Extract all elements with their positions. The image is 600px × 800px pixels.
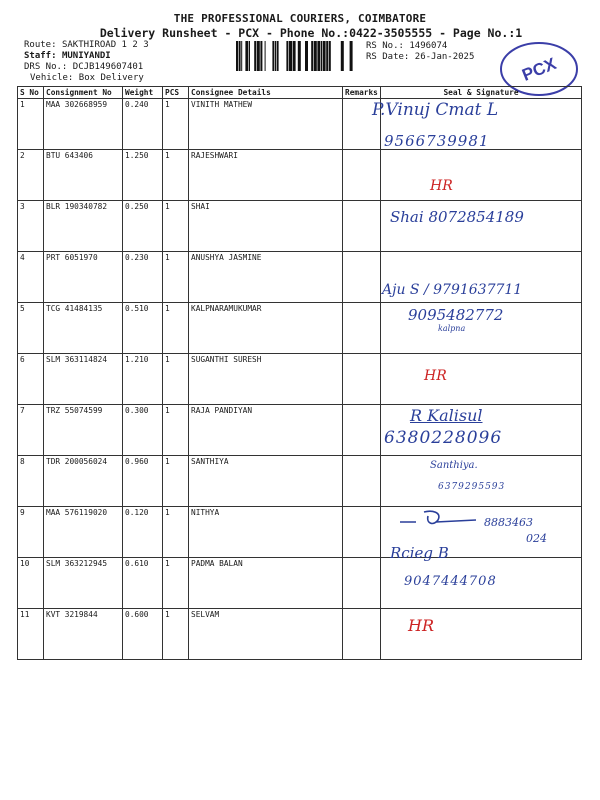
- signature-row-5-a: Aju S / 9791637711: [382, 282, 523, 298]
- cell-signature: [381, 201, 582, 252]
- rs-no-value: 1496074: [409, 41, 448, 51]
- signature-row-8-b: 6379295593: [438, 482, 506, 492]
- table-row: [18, 354, 582, 405]
- cell-consignee: RAJESHWARI: [189, 150, 343, 201]
- cell-pcs: 1: [163, 456, 189, 507]
- route-label: Route:: [24, 40, 57, 50]
- staff-value: MUNIYANDI: [61, 51, 111, 61]
- cell-remarks: [343, 354, 381, 405]
- stamp-text: PCX: [519, 54, 559, 85]
- cell-remarks: [343, 405, 381, 456]
- cell-consignment: SLM 363212945: [44, 558, 123, 609]
- signature-row-10-b: 9047444708: [404, 574, 497, 589]
- cell-consignment: BLR 190340782: [44, 201, 123, 252]
- signature-row-5-b: 9095482772: [408, 306, 504, 324]
- cell-sno: 8: [18, 456, 44, 507]
- cell-weight: 0.250: [123, 201, 163, 252]
- table-row: [18, 507, 582, 558]
- rs-no-line: [366, 41, 447, 51]
- cell-weight: 1.210: [123, 354, 163, 405]
- cell-remarks: [343, 150, 381, 201]
- cell-weight: 0.510: [123, 303, 163, 354]
- signature-row-1-name: P.Vinuj Cmat L: [372, 100, 499, 120]
- cell-remarks: [343, 456, 381, 507]
- signature-row-7-a: R Kalisul: [410, 406, 483, 425]
- cell-consignee: SELVAM: [189, 609, 343, 660]
- cell-remarks: [343, 609, 381, 660]
- runsheet-table: [17, 86, 582, 660]
- signature-row-10-a: Rcieg B: [390, 544, 449, 562]
- cell-weight: 0.960: [123, 456, 163, 507]
- table-row: [18, 609, 582, 660]
- cell-remarks: [343, 201, 381, 252]
- cell-signature: [381, 99, 582, 150]
- rs-date-label: RS Date:: [366, 52, 410, 62]
- cell-consignee: SANTHIYA: [189, 456, 343, 507]
- signature-row-6: HR: [424, 368, 447, 384]
- signature-row-1-phone: 9566739981: [384, 132, 490, 150]
- cell-consignee: ANUSHYA JASMINE: [189, 252, 343, 303]
- table-row: [18, 150, 582, 201]
- cell-consignment: SLM 363114824: [44, 354, 123, 405]
- cell-pcs: 1: [163, 405, 189, 456]
- cell-signature: [381, 507, 582, 558]
- cell-sno: 7: [18, 405, 44, 456]
- rs-date-line: [366, 52, 474, 62]
- table-header-row: [18, 87, 582, 99]
- drs-line: [24, 62, 143, 72]
- cell-weight: 0.610: [123, 558, 163, 609]
- cell-sno: 3: [18, 201, 44, 252]
- cell-signature: [381, 405, 582, 456]
- cell-signature: [381, 303, 582, 354]
- cell-consignment: BTU 643406: [44, 150, 123, 201]
- signature-row-11: HR: [408, 616, 434, 635]
- cell-consignee: KALPNARAMUKUMAR: [189, 303, 343, 354]
- drs-value: DCJB149607401: [72, 62, 144, 72]
- cell-weight: 0.120: [123, 507, 163, 558]
- col-pcs: PCS: [163, 87, 189, 99]
- cell-signature: [381, 354, 582, 405]
- cell-pcs: 1: [163, 558, 189, 609]
- barcode: [236, 41, 358, 71]
- col-weight: Weight: [123, 87, 163, 99]
- cell-signature: [381, 150, 582, 201]
- signature-row-9-a: 8883463: [484, 516, 533, 529]
- cell-consignment: TRZ 55074599: [44, 405, 123, 456]
- route-line: [24, 40, 149, 50]
- cell-signature: [381, 456, 582, 507]
- cell-pcs: 1: [163, 507, 189, 558]
- cell-pcs: 1: [163, 303, 189, 354]
- cell-consignment: MAA 302668959: [44, 99, 123, 150]
- cell-weight: 0.230: [123, 252, 163, 303]
- staff-label: Staff:: [24, 51, 57, 61]
- cell-sno: 5: [18, 303, 44, 354]
- cell-consignment: MAA 576119020: [44, 507, 123, 558]
- company-title: THE PROFESSIONAL COURIERS, COIMBATORE: [173, 12, 427, 25]
- cell-consignee: RAJA PANDIYAN: [189, 405, 343, 456]
- cell-sno: 2: [18, 150, 44, 201]
- cell-consignment: KVT 3219844: [44, 609, 123, 660]
- cell-sno: 11: [18, 609, 44, 660]
- cell-sno: 6: [18, 354, 44, 405]
- cell-pcs: 1: [163, 609, 189, 660]
- cell-pcs: 1: [163, 99, 189, 150]
- col-sno: S No: [18, 87, 44, 99]
- cell-consignee: NITHYA: [189, 507, 343, 558]
- cell-sno: 9: [18, 507, 44, 558]
- signature-row-2: HR: [430, 178, 453, 194]
- signature-row-8-a: Santhiya.: [430, 460, 478, 471]
- signature-row-7-b: 6380228096: [384, 428, 503, 448]
- vehicle-value: Box Delivery: [78, 73, 144, 83]
- table-row: [18, 99, 582, 150]
- table-row: [18, 456, 582, 507]
- runsheet-title: Delivery Runsheet - PCX - Phone No.:0422-3505555 - Page No.:1: [99, 26, 523, 40]
- cell-remarks: [343, 507, 381, 558]
- cell-consignee: SUGANTHI SURESH: [189, 354, 343, 405]
- cell-signature: [381, 558, 582, 609]
- cell-sno: 1: [18, 99, 44, 150]
- cell-weight: 0.300: [123, 405, 163, 456]
- cell-remarks: [343, 303, 381, 354]
- route-value: SAKTHIROAD 1 2 3: [61, 40, 149, 50]
- cell-consignment: TDR 200056024: [44, 456, 123, 507]
- cell-consignee: PADMA BALAN: [189, 558, 343, 609]
- cell-remarks: [343, 558, 381, 609]
- col-consignee: Consignee Details: [189, 87, 343, 99]
- rs-date-value: 26-Jan-2025: [414, 52, 475, 62]
- drs-label: DRS No.:: [24, 62, 68, 72]
- cell-pcs: 1: [163, 354, 189, 405]
- table-row: [18, 303, 582, 354]
- col-signature: Seal & Signature: [381, 87, 582, 99]
- table-row: [18, 252, 582, 303]
- table-row: [18, 558, 582, 609]
- cell-pcs: 1: [163, 150, 189, 201]
- cell-sno: 4: [18, 252, 44, 303]
- cell-sno: 10: [18, 558, 44, 609]
- cell-consignment: TCG 41484135: [44, 303, 123, 354]
- rs-no-label: RS No.:: [366, 41, 404, 51]
- col-remarks: Remarks: [343, 87, 381, 99]
- vehicle-line: [30, 73, 144, 83]
- cell-pcs: 1: [163, 252, 189, 303]
- cell-remarks: [343, 252, 381, 303]
- cell-consignee: VINITH MATHEW: [189, 99, 343, 150]
- cell-signature: [381, 252, 582, 303]
- signature-row-9-b: 024: [526, 532, 547, 545]
- cell-consignment: PRT 6051970: [44, 252, 123, 303]
- cell-consignee: SHAI: [189, 201, 343, 252]
- cell-weight: 1.250: [123, 150, 163, 201]
- col-consignment: Consignment No: [44, 87, 123, 99]
- cell-pcs: 1: [163, 201, 189, 252]
- cell-remarks: [343, 99, 381, 150]
- vehicle-label: Vehicle:: [30, 73, 74, 83]
- cell-weight: 0.600: [123, 609, 163, 660]
- staff-line: [24, 51, 111, 61]
- signature-row-5-c: kalpna: [438, 324, 466, 333]
- signature-row-3: Shai 8072854189: [390, 208, 524, 226]
- table-row: [18, 201, 582, 252]
- cell-weight: 0.240: [123, 99, 163, 150]
- table-row: [18, 405, 582, 456]
- cell-signature: [381, 609, 582, 660]
